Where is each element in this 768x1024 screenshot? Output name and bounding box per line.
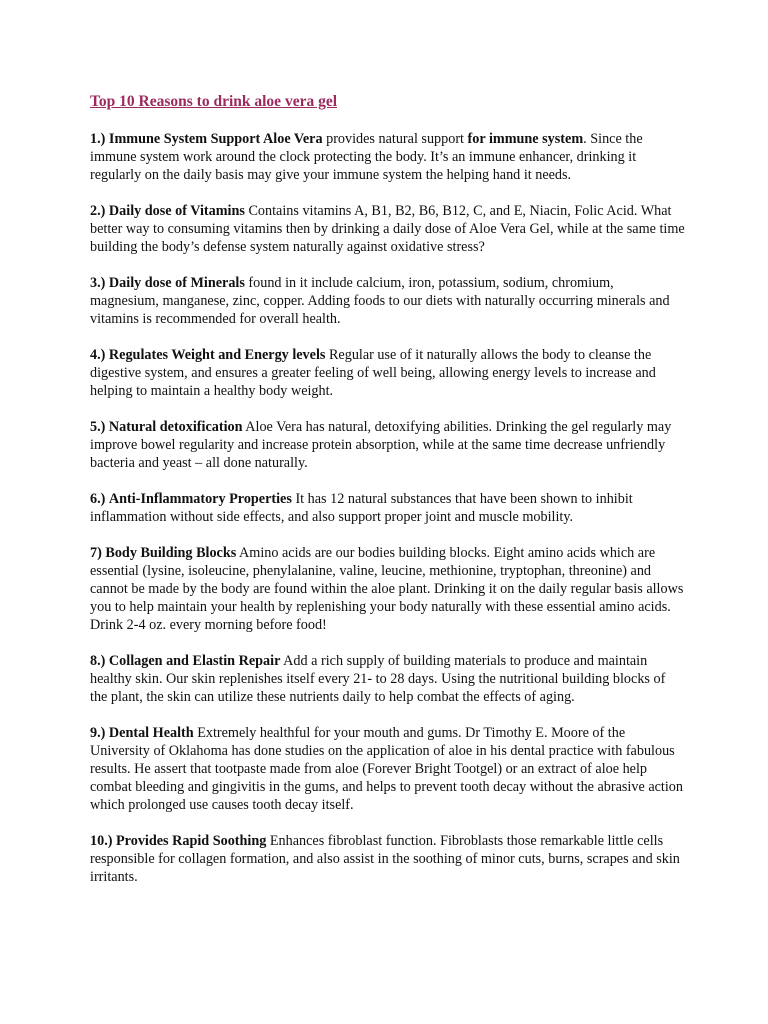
reason-text: It has 12 natural substances that have been shown to inhibit inflammation without side effects, and also support proper joint and muscle mobility. (90, 491, 633, 525)
reason-6 (90, 490, 685, 526)
reason-text: Extremely healthful for your mouth and gums. Dr Timothy E. Moore of the University of Oklahoma has done studies on the application of aloe in his dental practice with fabulous results. He assert that tootpaste made from aloe (Forever Bright Tootgel) or an extract of aloe help combat bleeding and gingivitis in the gums, and helps to prevent tooth decay without the abrasive action which prolonged use causes tooth decay itself. (90, 725, 683, 813)
reason-text: Regular use of it naturally allows the body to cleanse the digestive system, and ensures a greater feeling of well being, allowing energy levels to increase and helping to maintain a healthy body weight. (90, 347, 656, 399)
reason-number: 10.) (90, 833, 113, 849)
reason-text: Amino acids are our bodies building blocks. Eight amino acids which are essential (lysine, isoleucine, phenylalanine, valine, leucine, methionine, tryptophan, threonine) and cannot be made by the body are found within the aloe plant. Drinking it on the daily regular basis allows you to help maintain your health by replenishing your body naturally with these essential amino acids. Drink 2-4 oz. every morning before food! (90, 545, 684, 633)
reason-heading: Daily dose of Minerals (108, 275, 245, 291)
reason-text: Contains vitamins A, B1, B2, B6, B12, C, and E, Niacin, Folic Acid. What better way to consuming vitamins then by drinking a daily dose of Aloe Vera Gel, while at the same time building the body’s defense system naturally against oxidative stress? (90, 203, 685, 255)
reason-number: 8.) (90, 653, 106, 669)
reason-heading: Daily dose of Vitamins (108, 203, 245, 219)
reason-number: 1.) (90, 131, 106, 147)
reason-8 (90, 652, 685, 706)
reason-number: 4.) (90, 347, 106, 363)
reason-text: Enhances fibroblast function. Fibroblasts those remarkable little cells responsible for collagen formation, and also assist in the soothing of minor cuts, burns, scrapes and skin irritants. (90, 833, 680, 885)
reason-text: provides natural support (322, 131, 468, 147)
reason-heading: Body Building Blocks (105, 545, 237, 561)
reason-5 (90, 418, 685, 472)
reason-heading: Regulates Weight and Energy levels (108, 347, 326, 363)
reason-heading: Provides Rapid Soothing (116, 833, 267, 849)
reason-heading: Immune System Support Aloe Vera (108, 131, 323, 147)
reason-heading: Anti-Inflammatory Properties (108, 491, 292, 507)
reason-text: Add a rich supply of building materials to produce and maintain healthy skin. Our skin replenishes itself every 21- to 28 days. Using the nutritional building blocks of the plant, the skin can utilize these nutrients daily to help combat the effects of aging. (90, 653, 666, 705)
reason-7 (90, 544, 685, 634)
document-page (90, 92, 685, 904)
reason-4 (90, 346, 685, 400)
reason-number: 6.) (90, 491, 106, 507)
reason-number: 9.) (90, 725, 106, 741)
reason-1 (90, 130, 685, 184)
reason-text: Aloe Vera has natural, detoxifying abilities. Drinking the gel regularly may improve bowel regularity and increase protein absorption, while at the same time decrease unfriendly bacteria and yeast – all done naturally. (90, 419, 672, 471)
reason-heading: Dental Health (108, 725, 194, 741)
reason-9 (90, 724, 685, 814)
reason-text: found in it include calcium, iron, potassium, sodium, chromium, magnesium, manganese, zinc, copper. Adding foods to our diets with naturally occurring minerals and vitamins is recommended for overall health. (90, 275, 670, 327)
reason-number: 5.) (90, 419, 106, 435)
reason-number: 2.) (90, 203, 106, 219)
reason-2 (90, 202, 685, 256)
document-title: Top 10 Reasons to drink aloe vera gel (90, 93, 338, 110)
reason-3 (90, 274, 685, 328)
reason-emphasis: for immune system (467, 131, 584, 147)
reason-number: 7) (90, 545, 102, 561)
reason-number: 3.) (90, 275, 106, 291)
reason-10 (90, 832, 685, 886)
reason-heading: Natural detoxification (108, 419, 243, 435)
reason-heading: Collagen and Elastin Repair (108, 653, 281, 669)
reason-text: . Since the immune system work around the clock protecting the body. It’s an immune enhancer, drinking it regularly on the daily basis may give your immune system the helping hand it needs. (90, 131, 643, 183)
